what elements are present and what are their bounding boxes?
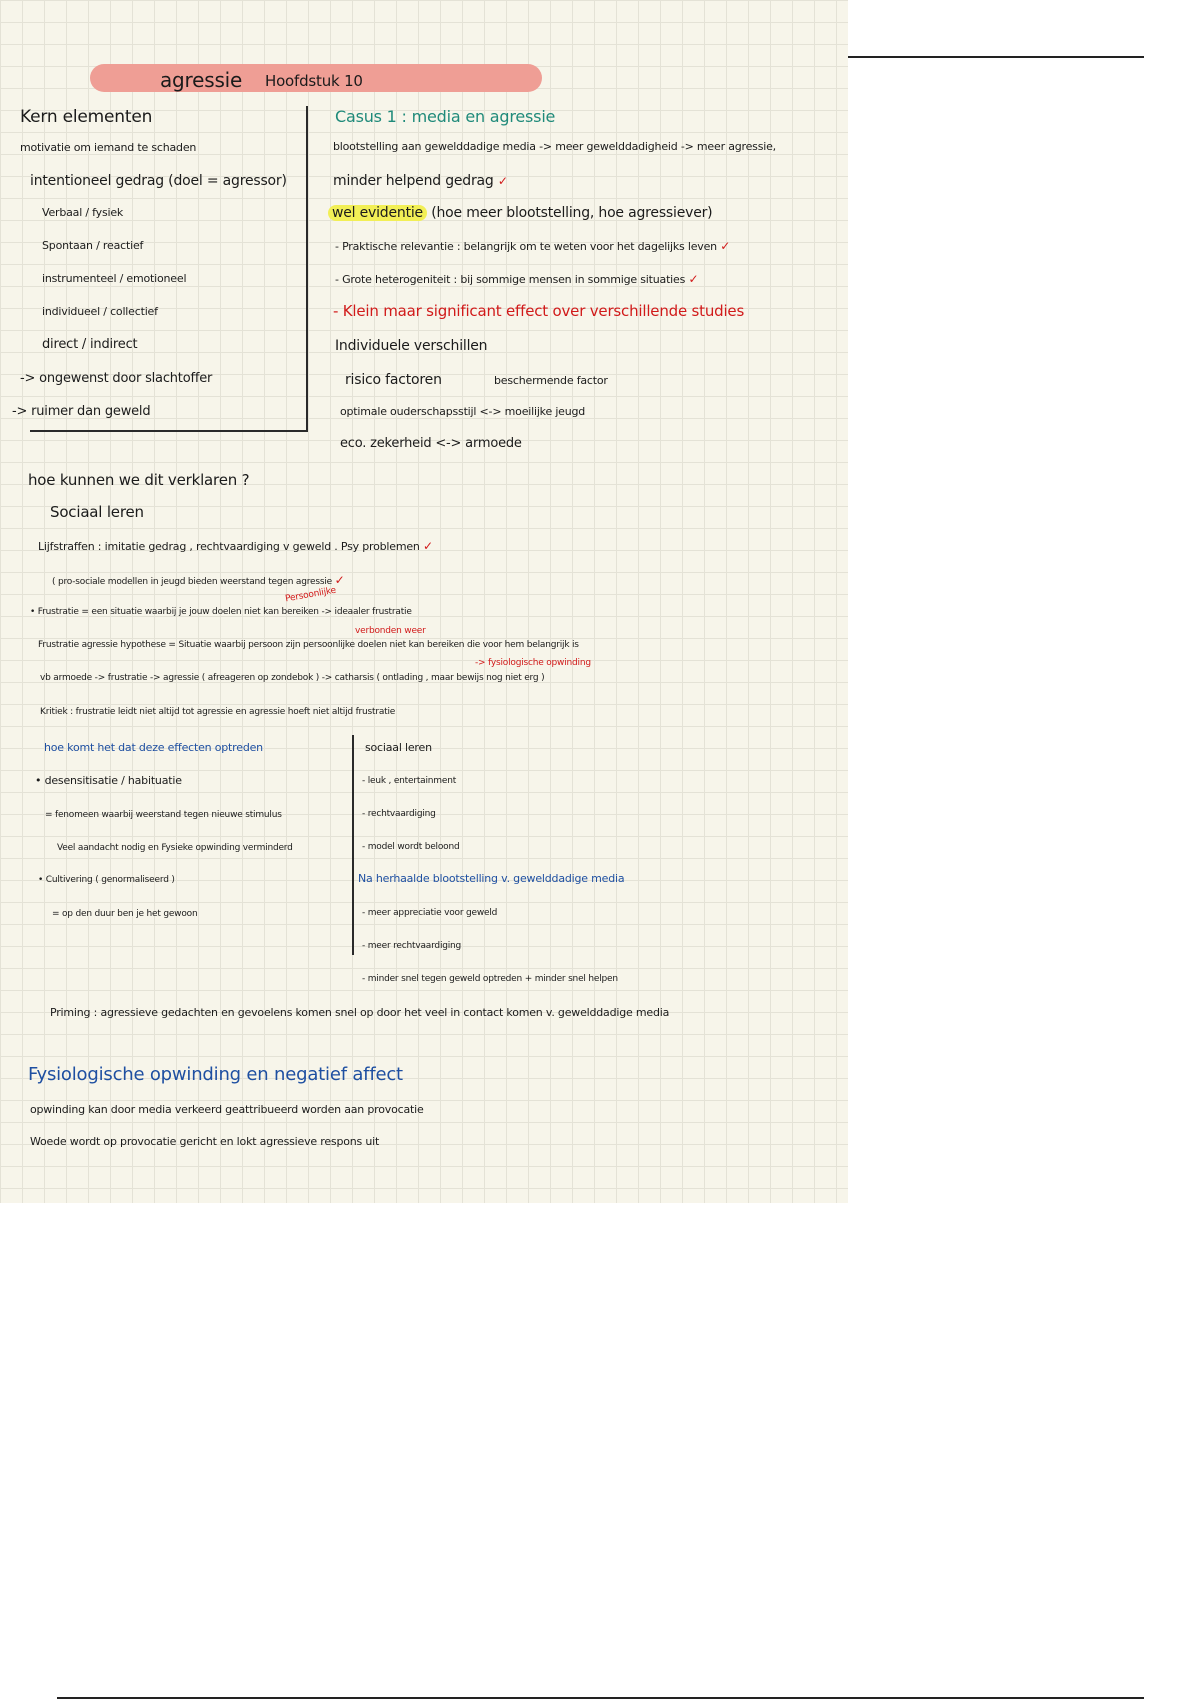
- kern-item: direct / indirect: [42, 337, 138, 352]
- effecten-heading: hoe komt het dat deze effecten optreden: [44, 741, 263, 754]
- sociaal-leren-item: - leuk , entertainment: [362, 776, 457, 786]
- kern-line-intentioneel: intentioneel gedrag (doel = agressor): [30, 173, 287, 189]
- herhaalde-item: - meer rechtvaardiging: [362, 941, 462, 951]
- fenomeen-line: = fenomeen waarbij weerstand tegen nieuwe stimulus: [45, 810, 282, 820]
- kern-item: instrumenteel / emotioneel: [42, 272, 187, 285]
- kern-arrow-ongewenst: -> ongewenst door slachtoffer: [20, 371, 213, 386]
- eco-line: eco. zekerheid <-> armoede: [340, 436, 522, 451]
- check-mark: ✓: [497, 174, 508, 188]
- page-bottom-rule: [57, 1697, 1144, 1699]
- gewoon-line: = op den duur ben je het gewoon: [52, 909, 198, 919]
- fysiologische-heading: Fysiologische opwinding en negatief affect: [28, 1064, 403, 1085]
- explain-question: hoe kunnen we dit verklaren ?: [28, 471, 250, 489]
- casus-bullet-klein-effect: - Klein maar significant effect over verschillende studies: [333, 302, 745, 320]
- kern-item: Verbaal / fysiek: [42, 206, 124, 219]
- cultivering-item: • Cultivering ( genormaliseerd ): [38, 875, 175, 885]
- check-mark: ✓: [688, 272, 699, 286]
- annotation-persoonlijke: Persoonlijke: [284, 585, 337, 605]
- frustratie-hypothese-line: Frustratie agressie hypothese = Situatie waarbij persoon zijn persoonlijke doelen niet kan bereiken die voor hem belangrijk is: [38, 640, 579, 650]
- chapter-label: Hoofdstuk 10: [265, 72, 363, 90]
- casus-bullet-heterogeniteit: - Grote heterogeniteit : bij sommige mensen in sommige situaties ✓: [335, 272, 699, 286]
- casus-bullet-relevantie: - Praktische relevantie : belangrijk om te weten voor het dagelijks leven ✓: [335, 239, 731, 253]
- fysiologische-line1: opwinding kan door media verkeerd geattribueerd worden aan provocatie: [30, 1103, 424, 1116]
- lower-column-divider: [352, 735, 354, 955]
- sociaal-leren-heading: Sociaal leren: [50, 503, 144, 521]
- sociaal-leren-item: - rechtvaardiging: [362, 809, 436, 819]
- left-box-bottom-border: [30, 430, 308, 432]
- sociaal-leren-subheading: sociaal leren: [365, 741, 432, 754]
- lijfstraffen-line: Lijfstraffen : imitatie gedrag , rechtvaardiging v geweld . Psy problemen ✓: [38, 539, 433, 553]
- herhaalde-item: - meer appreciatie voor geweld: [362, 908, 498, 918]
- kern-item: Spontaan / reactief: [42, 239, 144, 252]
- annotation-verbonden: verbonden weer: [355, 626, 426, 636]
- kritiek-line: Kritiek : frustratie leidt niet altijd tot agressie en agressie hoeft niet altijd frustratie: [40, 707, 396, 717]
- check-mark: ✓: [334, 573, 345, 587]
- priming-line: Priming : agressieve gedachten en gevoelens komen snel op door het veel in contact komen v. gewelddadige media: [50, 1006, 670, 1019]
- page-title: agressie: [160, 68, 243, 92]
- armoede-line: vb armoede -> frustratie -> agressie ( afreageren op zondebok ) -> catharsis ( ontlading , maar bewijs nog niet erg ): [40, 673, 545, 683]
- evidence-highlight: wel evidentie: [328, 205, 427, 221]
- individuele-verschillen: Individuele verschillen: [335, 338, 488, 354]
- desensitisatie-item: • desensitisatie / habituatie: [35, 774, 182, 787]
- casus-evidence: wel evidentie (hoe meer blootstelling, hoe agressiever): [328, 205, 712, 221]
- herhaalde-blootstelling-heading: Na herhaalde blootstelling v. gewelddadige media: [358, 872, 625, 885]
- check-mark: ✓: [720, 239, 731, 253]
- frustratie-line: • Frustratie = een situatie waarbij je jouw doelen niet kan bereiken -> ideaaler frustratie: [30, 607, 412, 617]
- kern-arrow-ruimer: -> ruimer dan geweld: [12, 404, 151, 419]
- beschermende-factor: beschermende factor: [494, 374, 608, 387]
- casus-heading: Casus 1 : media en agressie: [335, 107, 556, 126]
- prosociale-line: ( pro-sociale modellen in jeugd bieden weerstand tegen agressie ✓: [52, 573, 345, 587]
- aandacht-line: Veel aandacht nodig en Fysieke opwinding verminderd: [57, 843, 293, 853]
- kern-elementen-heading: Kern elementen: [20, 107, 153, 127]
- kern-item: individueel / collectief: [42, 305, 158, 318]
- kern-line-motivatie: motivatie om iemand te schaden: [20, 141, 197, 154]
- left-box-right-border: [306, 106, 308, 432]
- check-mark: ✓: [423, 539, 433, 553]
- fysiologische-line2: Woede wordt op provocatie gericht en lokt agressieve respons uit: [30, 1135, 380, 1148]
- page-top-rule: [848, 56, 1144, 58]
- risico-factoren: risico factoren: [345, 372, 442, 388]
- annotation-fysiologische: -> fysiologische opwinding: [475, 658, 591, 668]
- casus-line-blootstelling: blootstelling aan gewelddadige media -> meer gewelddadigheid -> meer agressie,: [333, 140, 776, 153]
- herhaalde-item: - minder snel tegen geweld optreden + minder snel helpen: [362, 974, 618, 984]
- opvoeding-line: optimale ouderschapsstijl <-> moeilijke jeugd: [340, 405, 586, 418]
- sociaal-leren-item: - model wordt beloond: [362, 842, 460, 852]
- casus-line-minder-helpend: minder helpend gedrag ✓: [333, 173, 508, 189]
